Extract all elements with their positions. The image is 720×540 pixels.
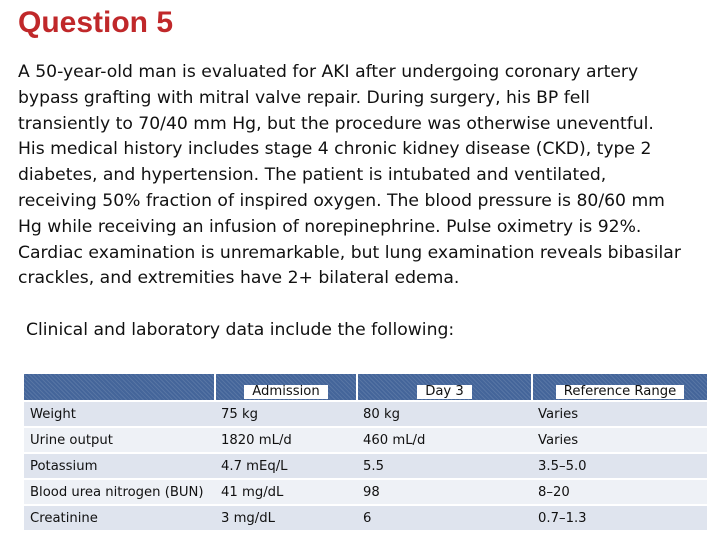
paragraph-line: bypass grafting with mitral valve repair. During surgery, his BP fell	[18, 87, 590, 108]
reference-value: Varies	[532, 427, 707, 453]
table-row	[24, 479, 707, 505]
admission-value: 3 mg/dL	[215, 505, 357, 531]
row-label: Creatinine	[24, 505, 215, 531]
paragraph-line: receiving 50% fraction of inspired oxygen. The blood pressure is 80/60 mm	[18, 190, 665, 211]
admission-value: 75 kg	[215, 401, 357, 427]
header-cell-label	[24, 373, 215, 401]
header-label: Reference Range	[556, 385, 684, 399]
header-label: Admission	[244, 385, 328, 399]
table-intro: Clinical and laboratory data include the following:	[26, 320, 455, 340]
admission-value: 4.7 mEq/L	[215, 453, 357, 479]
admission-value: 1820 mL/d	[215, 427, 357, 453]
table-row	[24, 427, 707, 453]
paragraph-line: His medical history includes stage 4 chronic kidney disease (CKD), type 2	[18, 139, 652, 160]
lab-data-table	[24, 372, 707, 532]
paragraph-line: A 50-year-old man is evaluated for AKI after undergoing coronary artery	[18, 62, 639, 82]
day3-value: 460 mL/d	[357, 427, 532, 453]
header-label: Day 3	[417, 385, 472, 399]
day3-value: 5.5	[357, 453, 532, 479]
row-label: Blood urea nitrogen (BUN)	[24, 479, 215, 505]
reference-value: 3.5–5.0	[532, 453, 707, 479]
reference-value: Varies	[532, 401, 707, 427]
table-header-row	[24, 373, 707, 401]
paragraph-line: crackles, and extremities have 2+ bilateral edema.	[18, 268, 460, 289]
table-row	[24, 453, 707, 479]
table-row	[24, 505, 707, 531]
reference-value: 0.7–1.3	[532, 505, 707, 531]
paragraph-line: Cardiac examination is unremarkable, but lung examination reveals bibasilar	[18, 242, 681, 263]
admission-value: 41 mg/dL	[215, 479, 357, 505]
question-title: Question 5	[18, 6, 174, 39]
day3-value: 98	[357, 479, 532, 505]
day3-value: 6	[357, 505, 532, 531]
paragraph-line: diabetes, and hypertension. The patient is intubated and ventilated,	[18, 165, 607, 186]
header-cell-reference	[532, 373, 707, 401]
header-cell-day3	[357, 373, 532, 401]
header-cell-admission	[215, 373, 357, 401]
row-label: Potassium	[24, 453, 215, 479]
paragraph-line: Hg while receiving an infusion of norepinephrine. Pulse oximetry is 92%.	[18, 216, 642, 237]
question-paragraph	[18, 60, 708, 292]
paragraph-line: transiently to 70/40 mm Hg, but the procedure was otherwise uneventful.	[18, 113, 654, 134]
row-label: Weight	[24, 401, 215, 427]
table-row	[24, 401, 707, 427]
day3-value: 80 kg	[357, 401, 532, 427]
row-label: Urine output	[24, 427, 215, 453]
reference-value: 8–20	[532, 479, 707, 505]
